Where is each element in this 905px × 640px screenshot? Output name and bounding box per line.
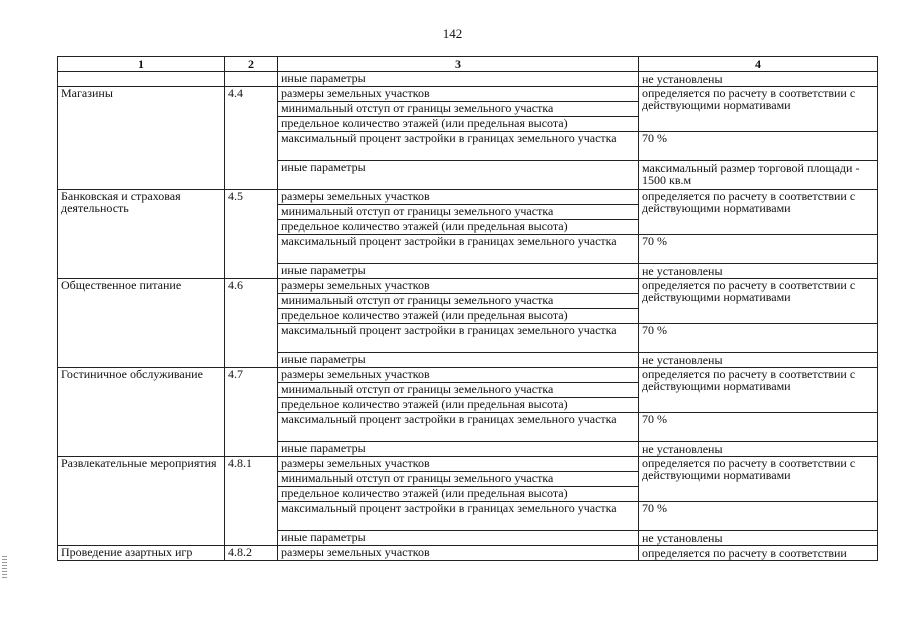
value-cell: 70 % <box>639 132 878 161</box>
param-cell: минимальный отступ от границы земельного участка <box>278 102 639 117</box>
value-cell: определяется по расчету в соответствии с действующими нормативами <box>639 457 878 502</box>
value-cell: определяется по расчету в соответствии с действующими нормативами <box>639 190 878 235</box>
param-cell: размеры земельных участков <box>278 190 639 205</box>
param-cell: максимальный процент застройки в границах земельного участка <box>278 502 639 531</box>
use-code-cell <box>225 72 278 87</box>
param-cell: минимальный отступ от границы земельного участка <box>278 294 639 309</box>
param-cell: размеры земельных участков <box>278 546 639 561</box>
table-row <box>58 457 878 472</box>
value-cell: не установлены <box>639 531 878 546</box>
param-cell: предельное количество этажей (или предельная высота) <box>278 117 639 132</box>
use-name-cell: Банковская и страховая деятельность <box>58 190 225 279</box>
header-col-2: 2 <box>225 57 278 72</box>
table-row <box>58 72 878 87</box>
header-col-3: 3 <box>278 57 639 72</box>
value-cell: определяется по расчету в соответствии <box>639 546 878 561</box>
param-cell: размеры земельных участков <box>278 279 639 294</box>
value-cell: не установлены <box>639 72 878 87</box>
param-cell: максимальный процент застройки в границах земельного участка <box>278 132 639 161</box>
value-cell: определяется по расчету в соответствии с действующими нормативами <box>639 279 878 324</box>
table-row <box>58 368 878 383</box>
use-code-cell: 4.8.2 <box>225 546 278 561</box>
param-cell: предельное количество этажей (или предельная высота) <box>278 220 639 235</box>
param-cell: иные параметры <box>278 161 639 190</box>
param-cell: предельное количество этажей (или предельная высота) <box>278 398 639 413</box>
use-name-cell: Развлекательные мероприятия <box>58 457 225 546</box>
value-cell: 70 % <box>639 324 878 353</box>
use-name-cell: Магазины <box>58 87 225 190</box>
param-cell: размеры земельных участков <box>278 368 639 383</box>
use-name-cell: Общественное питание <box>58 279 225 368</box>
page-number: 142 <box>442 26 463 41</box>
value-cell: 70 % <box>639 502 878 531</box>
header-col-1: 1 <box>58 57 225 72</box>
use-code-cell: 4.5 <box>225 190 278 279</box>
param-cell: иные параметры <box>278 72 639 87</box>
use-code-cell: 4.4 <box>225 87 278 190</box>
use-name-cell <box>58 72 225 87</box>
header-row <box>58 57 878 72</box>
param-cell: минимальный отступ от границы земельного участка <box>278 383 639 398</box>
regulations-table <box>57 56 878 561</box>
param-cell: максимальный процент застройки в границах земельного участка <box>278 324 639 353</box>
table-row <box>58 190 878 205</box>
param-cell: минимальный отступ от границы земельного участка <box>278 472 639 487</box>
table-row <box>58 546 878 561</box>
param-cell: иные параметры <box>278 353 639 368</box>
param-cell: иные параметры <box>278 264 639 279</box>
value-cell: 70 % <box>639 413 878 442</box>
use-code-cell: 4.7 <box>225 368 278 457</box>
value-cell: не установлены <box>639 442 878 457</box>
header-col-4: 4 <box>639 57 878 72</box>
param-cell: размеры земельных участков <box>278 457 639 472</box>
value-cell: не установлены <box>639 264 878 279</box>
value-cell: не установлены <box>639 353 878 368</box>
value-cell: 70 % <box>639 235 878 264</box>
param-cell: максимальный процент застройки в границах земельного участка <box>278 413 639 442</box>
value-cell: максимальный размер торговой площади - 1500 кв.м <box>639 161 878 190</box>
param-cell: предельное количество этажей (или предельная высота) <box>278 309 639 324</box>
value-cell: определяется по расчету в соответствии с действующими нормативами <box>639 368 878 413</box>
table-row <box>58 279 878 294</box>
table-row <box>58 87 878 102</box>
param-cell: иные параметры <box>278 442 639 457</box>
param-cell: предельное количество этажей (или предельная высота) <box>278 487 639 502</box>
use-name-cell: Гостиничное обслуживание <box>58 368 225 457</box>
value-cell: определяется по расчету в соответствии с действующими нормативами <box>639 87 878 132</box>
param-cell: максимальный процент застройки в границах земельного участка <box>278 235 639 264</box>
use-code-cell: 4.8.1 <box>225 457 278 546</box>
param-cell: иные параметры <box>278 531 639 546</box>
scan-artifact <box>2 556 7 578</box>
use-name-cell: Проведение азартных игр <box>58 546 225 561</box>
param-cell: размеры земельных участков <box>278 87 639 102</box>
use-code-cell: 4.6 <box>225 279 278 368</box>
param-cell: минимальный отступ от границы земельного участка <box>278 205 639 220</box>
